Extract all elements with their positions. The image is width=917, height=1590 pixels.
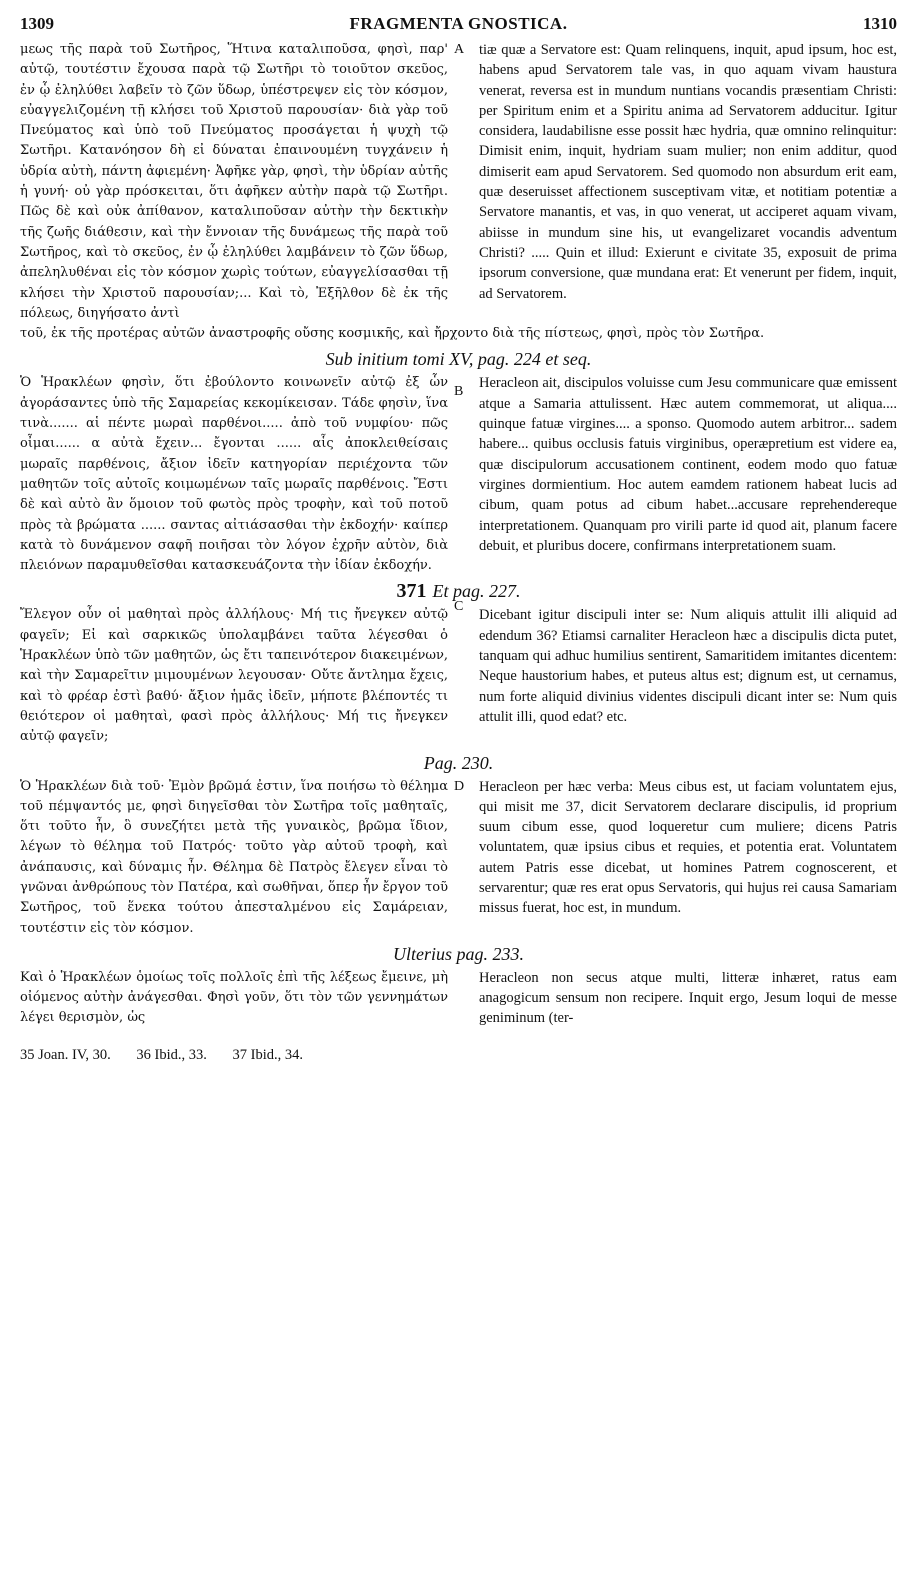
greek-full-width-tail: τοῦ, ἐκ τῆς προτέρας αὐτῶν ἀναστροφῆς οὔσης κοσμικῆς, καὶ ἤρχοντο διὰ τῆς πίστεως, φησὶ, πρὸς τὸν Σωτῆρα. xyxy=(20,326,765,342)
section-5 xyxy=(20,968,897,1029)
section-heading: 371 Et pag. 227. xyxy=(396,580,521,603)
section-4 xyxy=(20,777,897,939)
page-number-right: 1310 xyxy=(863,14,897,33)
running-header xyxy=(20,10,897,40)
section-number: 371 xyxy=(396,580,427,603)
greek-column: μεως τῆς παρὰ τοῦ Σωτῆρος, Ἥτινα καταλιποῦσα, φησὶ, παρ' αὐτῷ, τουτέστιν ἔχουσα παρὰ τῷ Σωτῆρι τὸ τοιοῦτον σκεῦος, ἐν ᾧ ἐληλύθει λαβεῖν τὸ ζῶν ὕδωρ, ὑπέστρεψεν εἰς τὸν κόσμον, εὐαγγελιζομένη τῇ κλήσει τοῦ Χριστοῦ παρουσίαν· διὰ γὰρ τοῦ Πνεύματος καὶ ὑπὸ τοῦ Πνεύματος προσάγεται ἡ ψυχὴ τῷ Σωτῆρι. Κατανόησον δὴ εἰ δύναται ἐπαινουμένη τυγχάνειν ἡ ὑδρία αὐτὴ, πάντη ἀφιεμένη· Ἀφῆκε γὰρ, φησὶ, τὴν ὑδρίαν αὐτῆς ἡ γυνή· οὐ γὰρ πρόσκειται, ὅτι ἀφῆκεν αὐτὴν παρὰ τῷ Σωτῆρι. Πῶς δὲ καὶ οὐκ ἀπίθανον, καταλιποῦσαν αὐτὴν τὴν δεκτικὴν τῆς ζωῆς διάθεσιν, καὶ τὴν ἔννοιαν τῆς δυνάμεως τῆς παρὰ τοῦ Σωτῆρος, καὶ τὸ σκεῦος, ἐν ᾧ ἐληλύθει λαμβάνειν τὸ ζῶν ὕδωρ, ἀπεληλυθέναι εἰς τὸν κόσμον χωρὶς τούτων, εὐαγγελίσασθαι τῇ κλήσει τὴν Χριστοῦ παρουσίαν;... Καὶ τὸ, Ἐξῆλθον δὲ ἐκ τῆς πόλεως, διηγήσατο ἀντὶ xyxy=(20,42,448,321)
latin-column: tiæ quæ a Servatore est: Quam relinquens, inquit, apud ipsum, hoc est, habens apud Servatorem tale vas, in quo aquam vivam haustura venerat, reversa est in mundum nuntians vocandis præsentiam Christi: per Spiritum enim et a Spiritu anima ad Servatorem adducitur. Igitur considera, laudabilisne esse possit hæc hydria, quæ omnino relinquitur: Dimisit enim, inquit, hydriam suam mulier; non enim additur, quod dimiserit eam apud Servatorem. Sed quomodo non absurdum erit eam, quæ deseruisset affectionem susceptivam vitæ, et notitiam potentiæ a Servatore manantis, et vas, in quo venerat, ut acciperet aquam vivam, abiisse in mundum sine his, ut evangelizaret vocandis adventum Christi? ..... Quin et illud: Exierunt e civitate 35, exposuit de prima ipsorum conversione, quæ mundana erat: Et venerunt per fidem, inquit, ad Servatorem. xyxy=(479,42,897,302)
greek-column: Ὁ Ἡρακλέων φησὶν, ὅτι ἐβούλοντο κοινωνεῖν αὐτῷ ἐξ ὧν ἀγοράσαντες ὑπὸ τῆς Σαμαρείας κεκομίκεισαν. Τάδε φησὶν, ἵνα τινὰ....... αἱ πέντε μωραὶ παρθένοι..... ἀπὸ τοῦ νυμφίου· πῶς οἶμαι...... α αὐτὰ ἔχειν... ἔγονται ...... αἷς ἀποκλειθείσαις μωραῖς παρθένοις, ἄξιον ἰδεῖν κατηγορίαν περιέχοντα τῶν μαθητῶν τοῖς αὐτοῖς κοιμωμένων ταῖς μωραῖς παρθένοις. Ἔστι δὲ καὶ αὐτὸ ἂν ὅμοιον τοῦ φωτὸς πρὸς τροφὴν, καὶ τοῦ ποτοῦ πρὸς τὰ βρώματα ...... σαντας αἰτιάσασθαι τὴν ἐκδοχήν· καίπερ κατὰ τὸ δυνάμενον σαφῆ ποιῆσαι τὸν λόγον ἐχρῆν αὐτὸν, διὰ πλειόνων παραμυθεῖσθαι κατασκευάζοντα τὴν ἰδίαν ἐκδοχήν. xyxy=(20,375,448,574)
latin-column: Heracleon non secus atque multi, litteræ inhæret, ratus eam anagogicum sensum non recipere. Inquit ergo, Jesum loqui de messe geniminum (ter- xyxy=(479,969,897,1027)
greek-column: Ὁ Ἡρακλέων διὰ τοῦ· Ἐμὸν βρῶμά ἐστιν, ἵνα ποιήσω τὸ θέλημα τοῦ πέμψαντός με, φησὶ διηγεῖσθαι τὸν Σωτῆρα τοῖς μαθηταῖς, ὅτι τοῦτο ἦν, ὃ συνεζήτει μετὰ τῆς γυναικὸς, βρῶμα ἴδιον, λέγων τὸ θέλημα τοῦ Πατρός· τοῦτο γὰρ αὐτοῦ τροφὴ, καὶ ἀνάπαυσις, καὶ δύναμις ἦν. Θέλημα δὲ Πατρὸς ἔλεγεν εἶναι τὸ γνῶναι ἀνθρώπους τὸν Πατέρα, καὶ σωθῆναι, ὅπερ ἦν ἔργον τοῦ Σωτῆρος, τοῦ ἕνεκα τούτου ἀπεσταλμένου εἰς Σαμάρειαν, τουτέστιν εἰς τὸν κόσμον. xyxy=(20,778,448,936)
section-heading: Ulterius pag. 233. xyxy=(392,943,524,964)
page-number-left: 1309 xyxy=(20,14,54,33)
margin-marker-d: D xyxy=(454,778,465,794)
latin-column: Heracleon ait, discipulos voluisse cum Jesu communicare quæ emissent atque a Samaria attulissent. Hæc autem commemorat, ut aliqua.... quinque fatuæ virgines.... a sponso. Quomodo autem arbitror... sadem habere... quibus occlusis fatuis virginibus, operæpretium est videre ea, quæ discipulorum accusationem continent, eodem modo quo fatuæ virgines dormientium. Hoc autem eamdem rationem habeat lucis ad cibum, quam potus ad cibum habet...accusare reprehendereque interpretationem. Quanquam pro virili parte id quod ait, planum facere debuit, et pluribus docere, confirmans interpretationem suam. xyxy=(479,375,897,554)
greek-column: Καὶ ὁ Ἡρακλέων ὁμοίως τοῖς πολλοῖς ἐπὶ τῆς λέξεως ἔμεινε, μὴ οἰόμενος αὐτὴν ἀνάγεσθαι. Φησὶ γοῦν, ὅτι τὸν τῶν γεννημάτων λέγει θερισμὸν, ὡς xyxy=(20,969,448,1026)
footnote: 36 Ibid., 33. xyxy=(136,1046,207,1063)
margin-marker-c: C xyxy=(454,599,464,615)
latin-column: Dicebant igitur discipuli inter se: Num aliquis attulit illi aliquid ad edendum 36? Etiamsi carnaliter Heracleon hæc a discipulis dicta putet, tanquam qui adhuc humilius sentirent, Samaritidem imitantes dicentem: Neque haustorium habes, et puteus altus est; dignum est, ut cernamus, num forte aliquid divinius videntes discipuli dicant inter se: Num quis attulit illi, quod edat? etc. xyxy=(479,607,897,725)
footnote: 35 Joan. IV, 30. xyxy=(20,1046,111,1063)
latin-column: Heracleon per hæc verba: Meus cibus est, ut faciam voluntatem ejus, qui misit me 37, dicit Servatorem declarare discipulis, id proprium suum cibum esse, quod loqueretur cum muliere; dicens Patris voluntatem, quæ ipsius cibus et requies, et potentia erat. Voluntatem autem Patris esse dicebat, ut homines Patrem cognoscerent, et servarentur; quæ res erat opus Servatoris, qui hujus rei causa Samariam missus fuerat, hoc est, in mundum. xyxy=(479,778,897,917)
footnote: 37 Ibid., 34. xyxy=(232,1046,303,1063)
running-title: FRAGMENTA GNOSTICA. xyxy=(349,14,568,33)
greek-column: Ἔλεγον οὖν οἱ μαθηταὶ πρὸς ἀλλήλους· Μή τις ἤνεγκεν αὐτῷ φαγεῖν; Εἰ καὶ σαρκικῶς ὑπολαμβάνει ταῦτα λέγεσθαι ὁ Ἡρακλέων ὑπὸ τῶν μαθητῶν, ὡς ἔτι ταπεινότερον διακειμένων, καὶ τὴν Σαμαρεῖτιν μιμουμένων λεγουσαν· Οὔτε ἄντλημα ἔχεις, καὶ τὸ φρέαρ ἐστὶ βαθύ· ἄξιον ἡμᾶς ἰδεῖν, μήποτε βλέποντές τι θειότερον οἱ μαθηταὶ, φασὶ πρὸς ἀλλήλους· Μή τις ἤνεγκεν αὐτῷ φαγεῖν; xyxy=(20,607,448,745)
section-heading: Sub initium tomi XV, pag. 224 et seq. xyxy=(325,349,592,370)
footnotes xyxy=(20,1047,897,1064)
margin-marker-a: A xyxy=(454,42,465,57)
section-heading: Pag. 230. xyxy=(423,752,494,773)
margin-marker-b: B xyxy=(454,384,464,399)
section-3 xyxy=(20,605,897,747)
page xyxy=(20,10,897,1580)
